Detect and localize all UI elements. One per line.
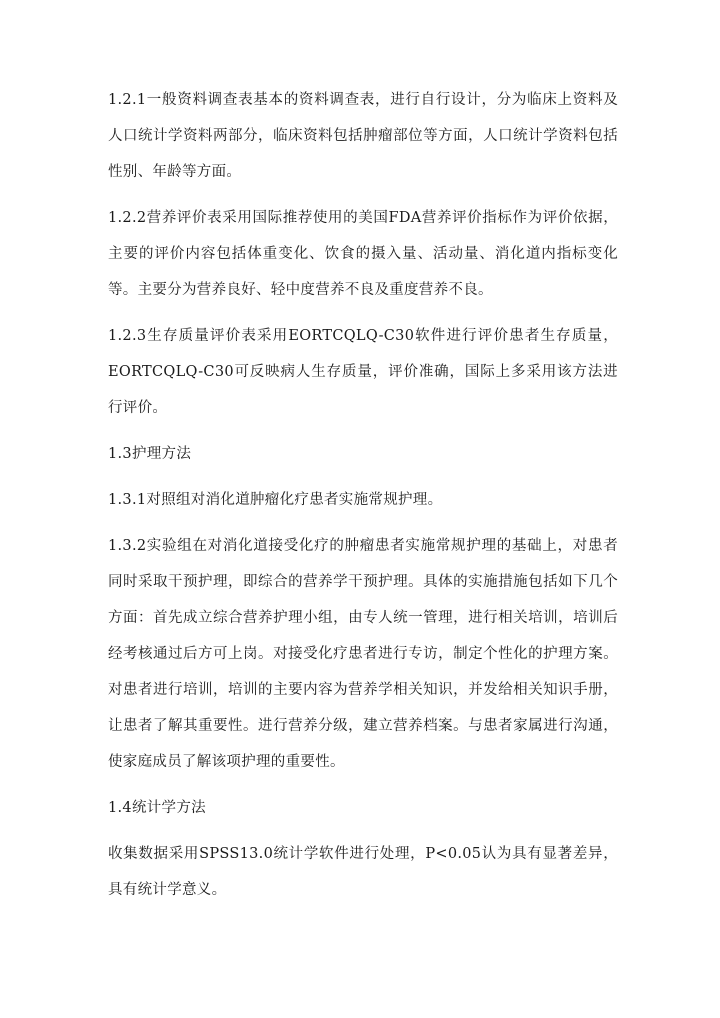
heading-1-3: 1.3护理方法 bbox=[108, 446, 192, 462]
document-page bbox=[108, 82, 618, 908]
paragraph-1-3-1: 1.3.1对照组对消化道肿瘤化疗患者实施常规护理。 bbox=[108, 492, 443, 508]
heading-1-4: 1.4统计学方法 bbox=[108, 800, 206, 816]
paragraph-1-2-3: 1.2.3生存质量评价表采用EORTCQLQ-C30软件进行评价患者生存质量，EORTCQLQ-C30可反映病人生存质量，评价准确，国际上多采用该方法进行评价。 bbox=[108, 328, 618, 416]
paragraph-1-2-1: 1.2.1一般资料调查表基本的资料调查表，进行自行设计，分为临床上资料及人口统计学资料两部分，临床资料包括肿瘤部位等方面，人口统计学资料包括性别、年龄等方面。 bbox=[108, 92, 618, 180]
paragraph-1-2-2: 1.2.2营养评价表采用国际推荐使用的美国FDA营养评价指标作为评价依据，主要的评价内容包括体重变化、饮食的摄入量、活动量、消化道内指标变化等。主要分为营养良好、轻中度营养不良及重度营养不良。 bbox=[108, 210, 618, 298]
paragraph-1-4: 收集数据采用SPSS13.0统计学软件进行处理，P<0.05认为具有显著差异，具有统计学意义。 bbox=[108, 846, 618, 898]
paragraph-1-3-2: 1.3.2实验组在对消化道接受化疗的肿瘤患者实施常规护理的基础上，对患者同时采取干预护理，即综合的营养学干预护理。具体的实施措施包括如下几个方面：首先成立综合营养护理小组，由专人统一管理，进行相关培训，培训后经考核通过后方可上岗。对接受化疗患者进行专访，制定个性化的护理方案。对患者进行培训，培训的主要内容为营养学相关知识，并发给相关知识手册，让患者了解其重要性。进行营养分级，建立营养档案。与患者家属进行沟通，使家庭成员了解该项护理的重要性。 bbox=[108, 538, 618, 770]
